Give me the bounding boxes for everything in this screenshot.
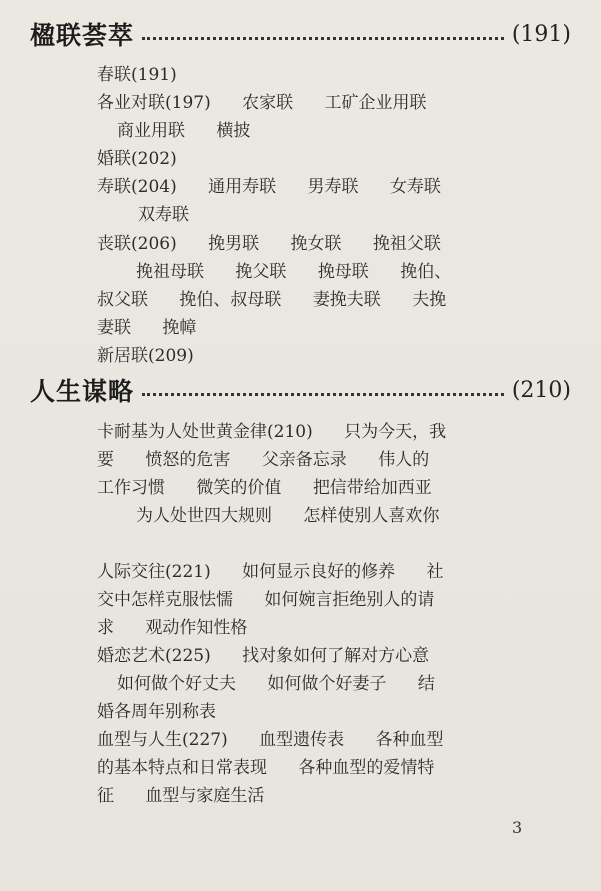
toc-entry: 人际交往(221) [97, 562, 211, 582]
toc-entry: 婚联(202) [97, 149, 177, 169]
page-number: 3 [512, 818, 523, 837]
toc-entry: 妻挽夫联 [312, 290, 381, 310]
toc-entry: 如何做个好丈夫 [117, 674, 236, 694]
toc-line [117, 673, 435, 695]
toc-line [97, 729, 444, 751]
toc-line [97, 785, 264, 807]
toc-entry: 横披 [216, 121, 251, 141]
toc-line [97, 289, 446, 311]
section-heading-1 [30, 16, 571, 52]
toc-entry: 商业用联 [117, 121, 185, 141]
toc-entry: 观动作知性格 [145, 618, 248, 638]
toc-line [138, 204, 189, 226]
toc-entry: 血型遗传表 [259, 730, 345, 750]
toc-line [136, 261, 451, 283]
toc-line [97, 477, 432, 499]
toc-entry: 血型与家庭生活 [145, 786, 265, 806]
toc-line [97, 421, 446, 443]
toc-entry: 的基本特点和日常表现 [97, 758, 267, 778]
toc-entry: 挽女联 [290, 234, 342, 254]
toc-line [97, 345, 194, 367]
toc-entry: 挽祖父联 [372, 234, 441, 254]
toc-entry: 通用寿联 [208, 177, 277, 197]
toc-entry: 丧联(206) [97, 234, 177, 254]
toc-entry: 工矿企业用联 [324, 93, 427, 113]
toc-line [97, 92, 427, 114]
toc-line [97, 589, 434, 611]
toc-entry: 各种血型 [375, 730, 444, 750]
toc-entry: 妻联 [97, 318, 131, 338]
toc-entry: 只为今天，我 [344, 422, 447, 442]
toc-line [136, 505, 439, 527]
toc-entry: 愤怒的危害 [145, 450, 231, 470]
section-title: 楹联荟萃 [30, 21, 135, 50]
toc-entry: 为人处世四大规则 [136, 506, 272, 526]
toc-line [117, 120, 250, 142]
toc-entry: 挽父联 [235, 262, 287, 282]
section-page-ref: (210) [511, 377, 571, 403]
toc-entry: 交中怎样克服怯懦 [97, 590, 233, 610]
section-heading-2 [30, 372, 571, 408]
dot-leader [142, 385, 504, 396]
toc-entry: 卡耐基为人处世黄金律(210) [97, 422, 313, 442]
toc-entry: 微笑的价值 [196, 478, 282, 498]
toc-entry: 挽祖母联 [136, 262, 204, 282]
toc-entry: 挽母联 [317, 262, 369, 282]
toc-entry: 找对象如何了解对方心意 [242, 646, 430, 666]
toc-entry: 春联(191) [97, 65, 177, 85]
toc-entry: 挽伯、 [400, 262, 452, 282]
toc-entry: 如何婉言拒绝别人的请 [264, 590, 435, 610]
toc-entry: 各种血型的爱情特 [298, 758, 435, 778]
toc-entry: 父亲备忘录 [261, 450, 347, 470]
toc-line [97, 617, 247, 639]
toc-entry: 男寿联 [307, 177, 359, 197]
toc-entry: 求 [97, 618, 114, 638]
toc-entry: 挽伯、叔母联 [179, 290, 282, 310]
toc-entry: 新居联(209) [97, 346, 194, 366]
toc-entry: 婚恋艺术(225) [97, 646, 211, 666]
toc-entry: 挽男联 [208, 234, 260, 254]
toc-line [97, 148, 177, 170]
toc-entry: 伟人的 [378, 450, 430, 470]
toc-entry: 双寿联 [138, 205, 189, 225]
dot-leader [142, 29, 504, 40]
toc-entry: 女寿联 [389, 177, 441, 197]
toc-entry: 把信带给加西亚 [312, 478, 432, 498]
toc-entry: 婚各周年别称表 [97, 702, 216, 722]
toc-entry: 夫挽 [412, 290, 447, 310]
toc-entry: 结 [417, 674, 435, 694]
toc-entry: 农家联 [242, 93, 294, 113]
toc-entry: 要 [97, 450, 114, 470]
toc-line [97, 449, 429, 471]
toc-entry: 怎样使别人喜欢你 [303, 506, 440, 526]
toc-line [97, 176, 441, 198]
toc-entry: 挽幛 [162, 318, 197, 338]
toc-entry: 血型与人生(227) [97, 730, 228, 750]
toc-entry: 如何显示良好的修养 [242, 562, 396, 582]
toc-line [97, 701, 216, 723]
toc-entry: 各业对联(197) [97, 93, 211, 113]
toc-entry: 叔父联 [97, 290, 148, 310]
toc-entry: 工作习惯 [97, 478, 165, 498]
toc-entry: 征 [97, 786, 114, 806]
toc-entry: 如何做个好妻子 [267, 674, 387, 694]
toc-entry: 社 [426, 562, 444, 582]
toc-line [97, 645, 429, 667]
toc-line [97, 233, 441, 255]
toc-line [97, 317, 196, 339]
section-title: 人生谋略 [30, 377, 135, 406]
toc-line [97, 561, 444, 583]
section-page-ref: (191) [511, 21, 571, 47]
toc-line [97, 757, 434, 779]
toc-entry: 寿联(204) [97, 177, 177, 197]
toc-line [97, 64, 177, 86]
